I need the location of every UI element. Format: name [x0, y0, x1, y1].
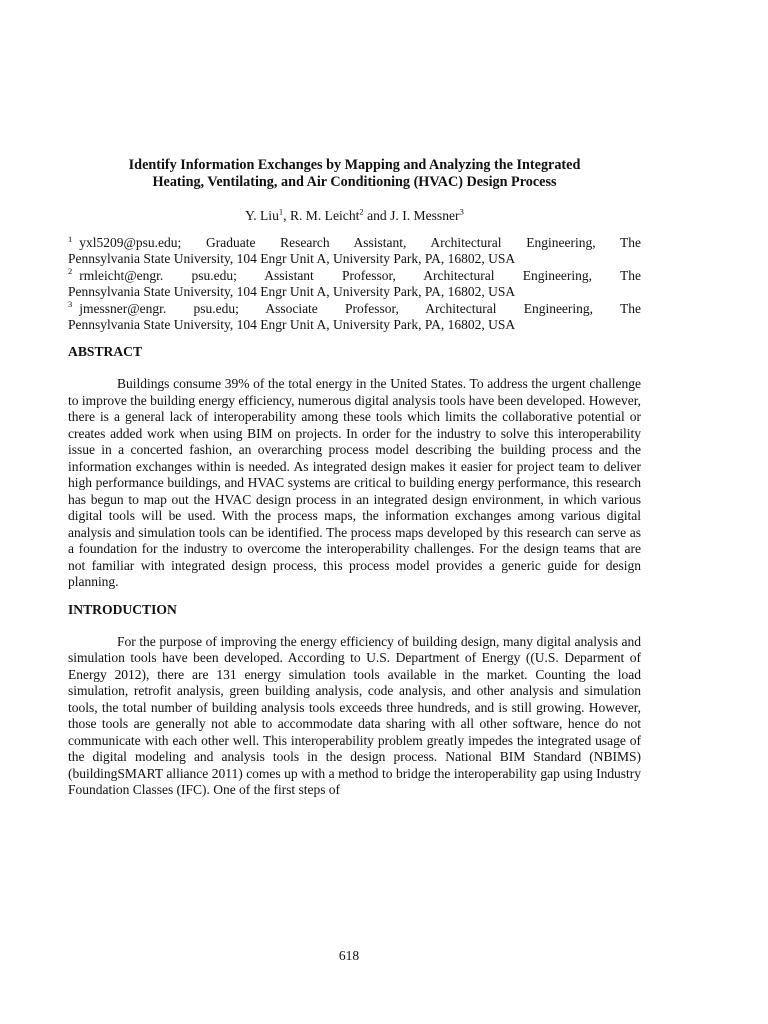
page-number: 618 [338, 948, 360, 963]
affiliation-line [68, 268, 641, 284]
author-separator: , [283, 208, 290, 223]
affiliation-email-role: jmessner@engr. psu.edu; Associate Professor, Architectural Engineering, The [79, 300, 641, 316]
affiliation-address: Pennsylvania State University, 104 Engr Unit A, University Park, PA, 16802, USA [68, 251, 516, 267]
author-affiliation-mark: 1 [278, 206, 284, 217]
affiliation-mark: 1 [68, 233, 73, 244]
author-list [68, 208, 641, 224]
paper-title-line-2: Heating, Ventilating, and Air Conditioning (HVAC) Design Process [152, 174, 557, 190]
author-name: Y. Liu [245, 208, 279, 223]
author-name: R. M. Leicht [289, 208, 360, 223]
affiliation-address: Pennsylvania State University, 104 Engr Unit A, University Park, PA, 16802, USA [68, 284, 516, 300]
author-affiliation-mark: 2 [359, 206, 364, 217]
affiliation-entry [68, 301, 641, 334]
affiliation-email-role: yxl5209@psu.edu; Graduate Research Assistant, Architectural Engineering, The [79, 235, 641, 250]
author-affiliation-mark: 3 [459, 206, 464, 217]
introduction-paragraph: For the purpose of improving the energy efficiency of building design, many digital analysis and simulation tools have been developed. According to U.S. Department of Energy ((U.S. Deparment of Energy 2012), there are 131 energy simulation tools available in the market. Counting the load simulation, retrofit analysis, green building analysis, code analysis, and other analysis and simulation tools, the total number of building analysis tools exceeds three hundreds, and is still growing. However, those tools are generally not able to accommodate data sharing with all other software, hence do not communicate with each other well. This interoperability problem greatly impedes the integrated usage of the digital modeling and analysis tools in the design process. National BIM Standard (NBIMS) (buildingSMART alliance 2011) comes up with a method to bridge the interoperability gap using Industry Foundation Classes (IFC). One of the first steps of [68, 633, 641, 798]
affiliation-entry [68, 235, 641, 268]
author-name: J. I. Messner [390, 208, 460, 223]
abstract-paragraph: Buildings consume 39% of the total energy in the United States. To address the urgent challenge to improve the building energy efficiency, numerous digital analysis tools have been developed. However, there is a general lack of interoperability among these tools which limits the collaborative potential or creates added work when using BIM on projects. In order for the industry to solve this interoperability issue in a concerted fashion, an overarching process model describing the building process and the information exchanges within is needed. As integrated design makes it easier for project team to deliver high performance buildings, and HVAC systems are critical to building energy performance, this research has begun to map out the HVAC design process in an integrated design environment, in which various digital tools will be used. With the process maps, the information exchanges among various digital analysis and simulation tools can be identified. The process maps developed by this research can serve as a foundation for the industry to overcome the interoperability challenges. For the design teams that are not familiar with integrated design process, this process model provides a generic guide for design planning. [68, 376, 641, 590]
author-separator: and [363, 208, 391, 223]
affiliation-mark: 3 [68, 299, 73, 310]
affiliation-list [68, 235, 641, 333]
page-content [68, 157, 641, 799]
affiliation-email-role: rmleicht@engr. psu.edu; Assistant Professor, Architectural Engineering, The [79, 267, 641, 283]
affiliation-line [68, 301, 641, 317]
paper-title [68, 157, 641, 191]
abstract-heading: ABSTRACT [68, 344, 143, 360]
affiliation-mark: 2 [68, 266, 73, 277]
affiliation-line [68, 235, 641, 251]
affiliation-address: Pennsylvania State University, 104 Engr Unit A, University Park, PA, 16802, USA [68, 317, 516, 333]
paper-title-line-1: Identify Information Exchanges by Mapping and Analyzing the Integrated [128, 157, 581, 173]
affiliation-entry [68, 268, 641, 301]
introduction-heading: INTRODUCTION [68, 601, 177, 617]
